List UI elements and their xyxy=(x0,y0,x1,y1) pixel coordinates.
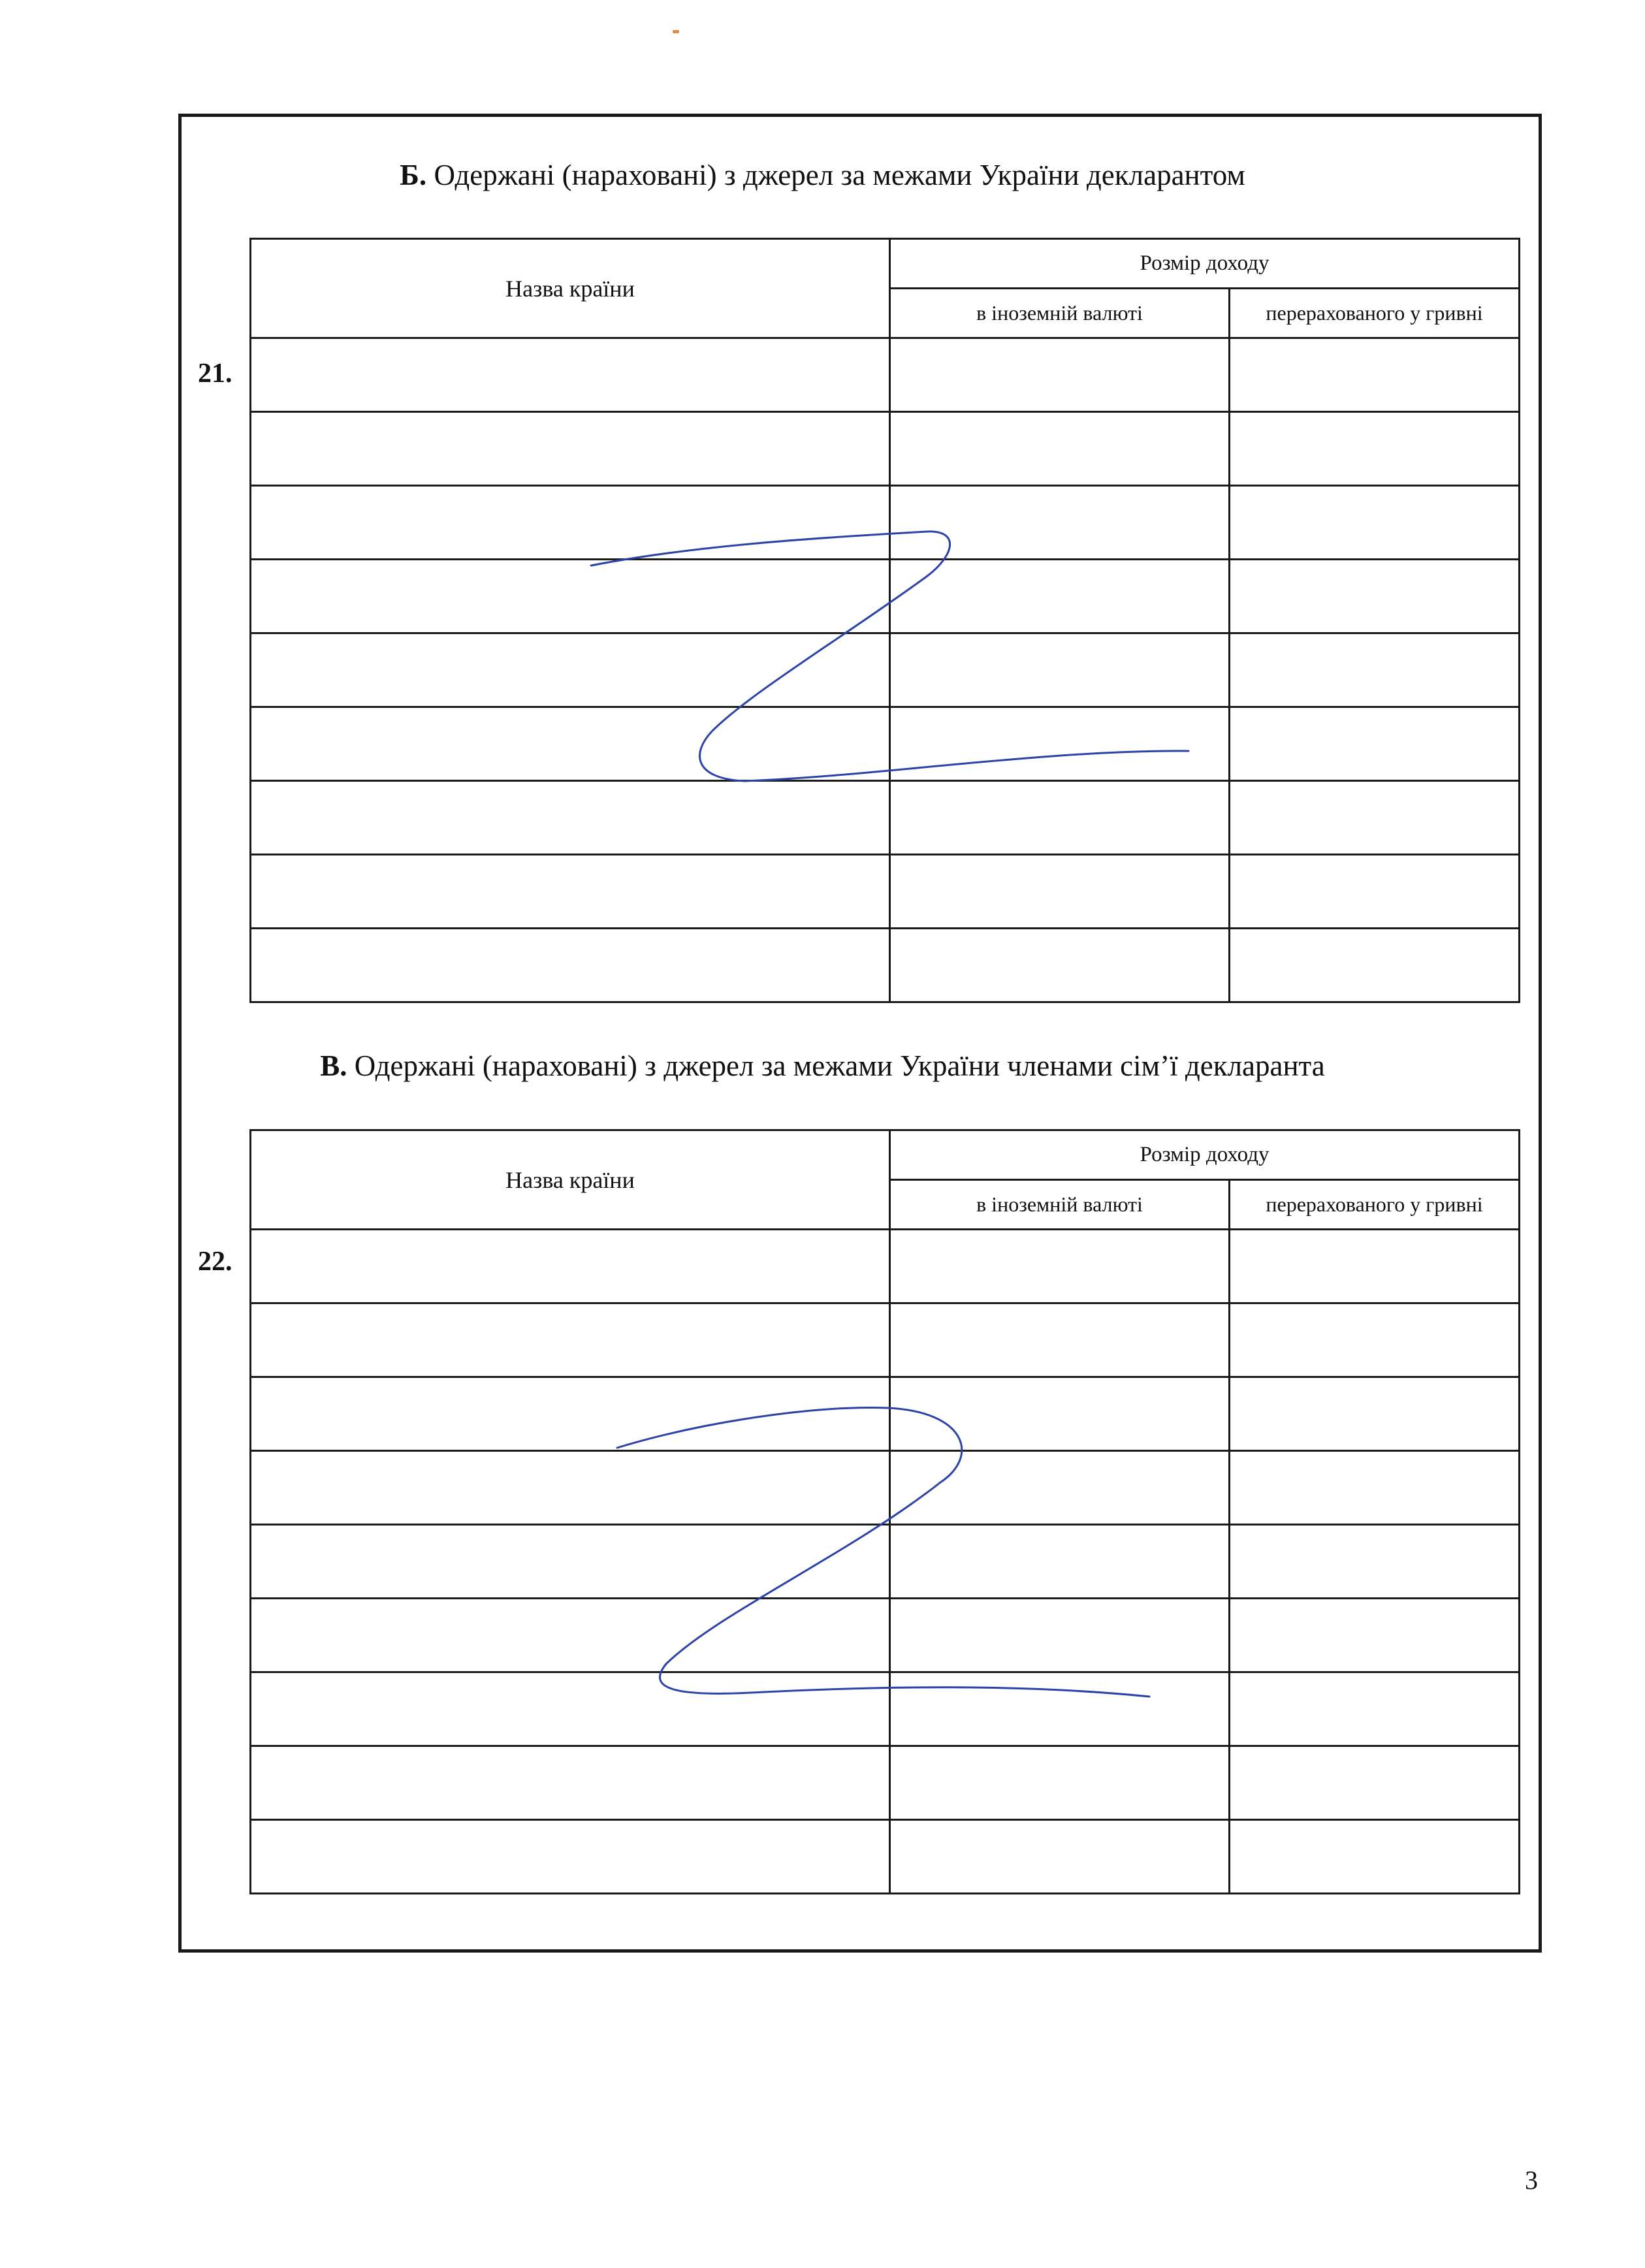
row-number-22: 22. xyxy=(198,1247,232,1277)
section-b-letter: Б. xyxy=(400,159,427,191)
page-number: 3 xyxy=(1525,2165,1538,2195)
header-converted-uah: перерахованого у гривні xyxy=(1230,1180,1520,1230)
z-mark-section-b xyxy=(591,532,1189,781)
header-foreign-currency: в іноземній валюті xyxy=(890,1180,1230,1230)
header-country: Назва країни xyxy=(251,1130,890,1230)
section-v-letter: В. xyxy=(320,1049,347,1082)
z-mark-section-v xyxy=(617,1408,1149,1697)
section-v-text: Одержані (нараховані) з джерел за межами України членами сім’ї декларанта xyxy=(354,1049,1325,1082)
header-income-size: Розмір доходу xyxy=(890,239,1520,289)
section-b-text: Одержані (нараховані) з джерел за межами України декларантом xyxy=(434,159,1245,191)
header-country: Назва країни xyxy=(251,239,890,338)
row-number-21: 21. xyxy=(198,359,232,389)
header-converted-uah: перерахованого у гривні xyxy=(1230,289,1520,338)
header-foreign-currency: в іноземній валюті xyxy=(890,289,1230,338)
header-income-size: Розмір доходу xyxy=(890,1130,1520,1180)
